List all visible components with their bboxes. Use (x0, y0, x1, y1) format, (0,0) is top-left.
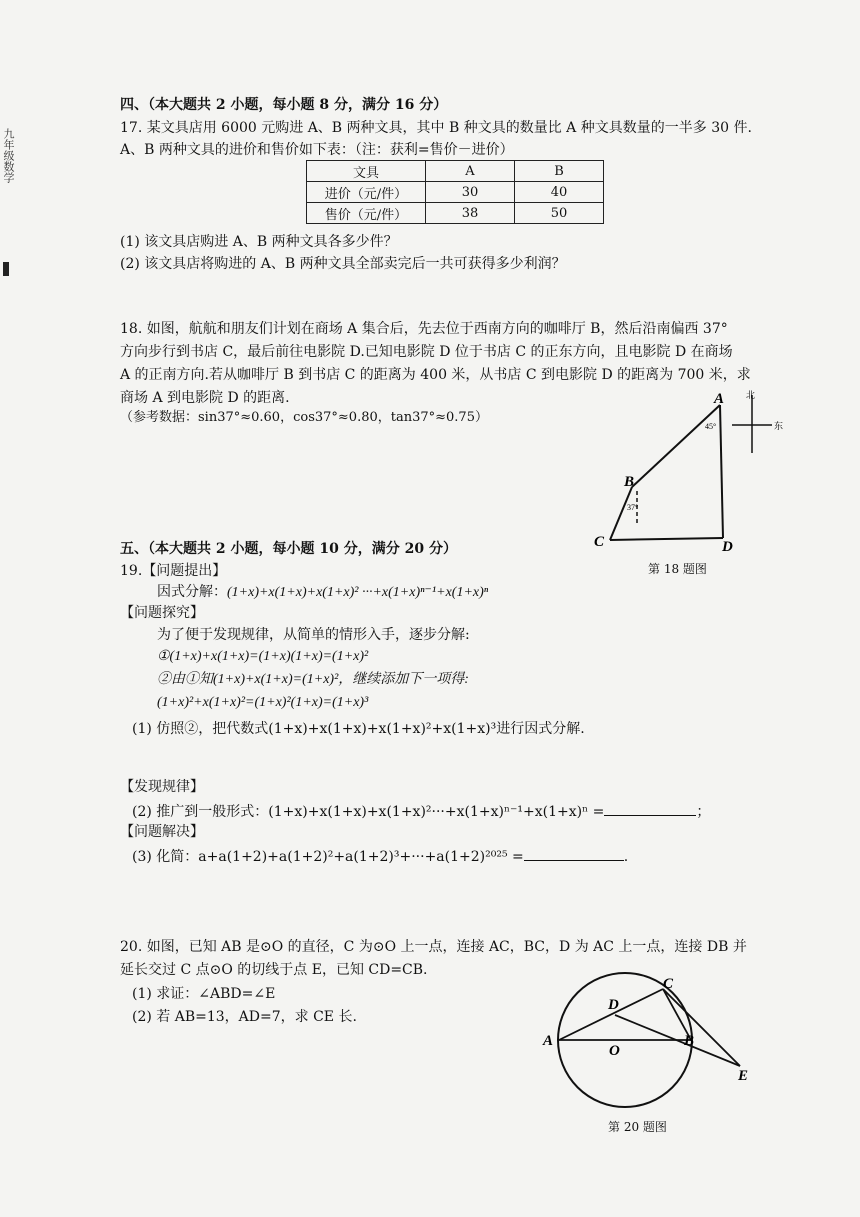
q20-line2: 延长交过 C 点⊙O 的切线于点 E，已知 CD=CB. (120, 962, 428, 978)
east-label: 东 (774, 421, 784, 431)
q17-price-table (306, 160, 604, 224)
q19-sub3-line (132, 846, 628, 866)
q18-line4: 商场 A 到电影院 D 的距离. (120, 390, 290, 406)
point-b-label: B (624, 474, 635, 490)
table-header-cell: A (426, 161, 515, 182)
table-cell: 售价（元/件） (307, 203, 426, 224)
q19-sub2-end: ； (696, 804, 711, 820)
table-row (307, 182, 604, 203)
north-label: 北 (746, 390, 756, 400)
q18-figure (580, 385, 800, 585)
q17-sub1: (1) 该文具店购进 A、B 两种文具各多少件？ (120, 234, 398, 250)
q17-sub2: (2) 该文具店将购进的 A、B 两种文具全部卖完后一共可获得多少利润？ (120, 256, 566, 272)
table-cell: 40 (515, 182, 604, 203)
section4-title: 四、（本大题共 2 小题，每小题 8 分，满分 16 分） (120, 97, 448, 113)
table-row (307, 203, 604, 224)
q18-line3: A 的正南方向.若从咖啡厅 B 到书店 C 的距离为 400 米，从书店 C 到电影院 D 的距离为 700 米，求 (120, 367, 751, 383)
table-header-row (307, 161, 604, 182)
table-cell: 进价（元/件） (307, 182, 426, 203)
answer-blank (524, 846, 624, 861)
table-cell: 38 (426, 203, 515, 224)
q18-figure-caption: 第 18 题图 (648, 562, 707, 576)
q18-reference-data: （参考数据：sin37°≈0.60，cos37°≈0.80，tan37°≈0.75） (120, 410, 488, 425)
q19-sub2-line (132, 801, 710, 821)
point-c-label: C (663, 976, 674, 992)
q17-line2: A、B 两种文具的进价和售价如下表：（注：获利=售价－进价） (120, 142, 514, 158)
table-cell: 30 (426, 182, 515, 203)
q19-explore-heading: 【问题探究】 (120, 605, 204, 621)
q19-step1: ①(1+x)+x(1+x)=(1+x)(1+x)=(1+x)² (157, 649, 369, 664)
angle-37-label: 37° (627, 503, 639, 512)
q18-line2: 方向步行到书店 C，最后前往电影院 D.已知电影院 D 位于书店 C 的正东方向，且电影院 D 在商场 (120, 344, 733, 360)
side-subject-label: 九年级数学 (2, 128, 15, 183)
point-b-label: B (684, 1033, 695, 1049)
q19-factor-label: 因式分解： (157, 584, 227, 600)
q20-figure (535, 970, 775, 1120)
point-o-label: O (609, 1043, 620, 1059)
q19-sub3-end: . (623, 849, 629, 865)
q18-line1: 18. 如图，航航和朋友们计划在商场 A 集合后，先去位于西南方向的咖啡厅 B，然后沿南偏西 37° (120, 321, 728, 337)
table-header-cell: B (515, 161, 604, 182)
q19-sub3: (3) 化简：a+a(1+2)+a(1+2)²+a(1+2)³+···+a(1+2)²⁰²⁵ = (132, 849, 524, 865)
point-c-label: C (594, 534, 605, 550)
q19-factor-expression: (1+x)+x(1+x)+x(1+x)² ···+x(1+x)ⁿ⁻¹+x(1+x)ⁿ (227, 585, 489, 600)
q17-line1: 17. 某文具店用 6000 元购进 A、B 两种文具，其中 B 种文具的数量比 A 种文具数量的一半多 30 件. (120, 120, 752, 136)
q19-step3: (1+x)²+x(1+x)²=(1+x)²(1+x)=(1+x)³ (157, 695, 369, 710)
angle-45-label: 45° (705, 422, 717, 431)
q19-sub2: (2) 推广到一般形式：(1+x)+x(1+x)+x(1+x)²···+x(1+x)ⁿ⁻¹+x(1+x)ⁿ = (132, 804, 605, 820)
q19-step2: ②由①知(1+x)+x(1+x)=(1+x)²，继续添加下一项得: (157, 672, 469, 687)
answer-blank (604, 801, 696, 816)
margin-mark (3, 262, 9, 276)
point-a-label: A (543, 1033, 554, 1049)
q19-explore-text: 为了便于发现规律，从简单的情形入手，逐步分解: (157, 627, 470, 643)
q20-sub1: (1) 求证：∠ABD=∠E (132, 986, 276, 1002)
section5-title: 五、（本大题共 2 小题，每小题 10 分，满分 20 分） (120, 541, 457, 557)
point-d-label: D (608, 997, 619, 1013)
q19-solve-heading: 【问题解决】 (120, 824, 204, 840)
point-d-label: D (722, 539, 733, 555)
point-a-label: A (714, 391, 725, 407)
table-header-cell: 文具 (307, 161, 426, 182)
q19-discover-heading: 【发现规律】 (120, 779, 204, 795)
q20-sub2: (2) 若 AB=13，AD=7，求 CE 长. (132, 1009, 357, 1025)
table-cell: 50 (515, 203, 604, 224)
q19-heading: 19.【问题提出】 (120, 563, 227, 579)
q20-figure-caption: 第 20 题图 (608, 1120, 667, 1134)
q19-sub1: (1) 仿照②，把代数式(1+x)+x(1+x)+x(1+x)²+x(1+x)³进行因式分解. (132, 721, 585, 737)
point-e-label: E (738, 1068, 749, 1084)
q20-line1: 20. 如图，已知 AB 是⊙O 的直径，C 为⊙O 上一点，连接 AC，BC，D 为 AC 上一点，连接 DB 并 (120, 939, 747, 955)
q19-factor-line (157, 583, 488, 602)
